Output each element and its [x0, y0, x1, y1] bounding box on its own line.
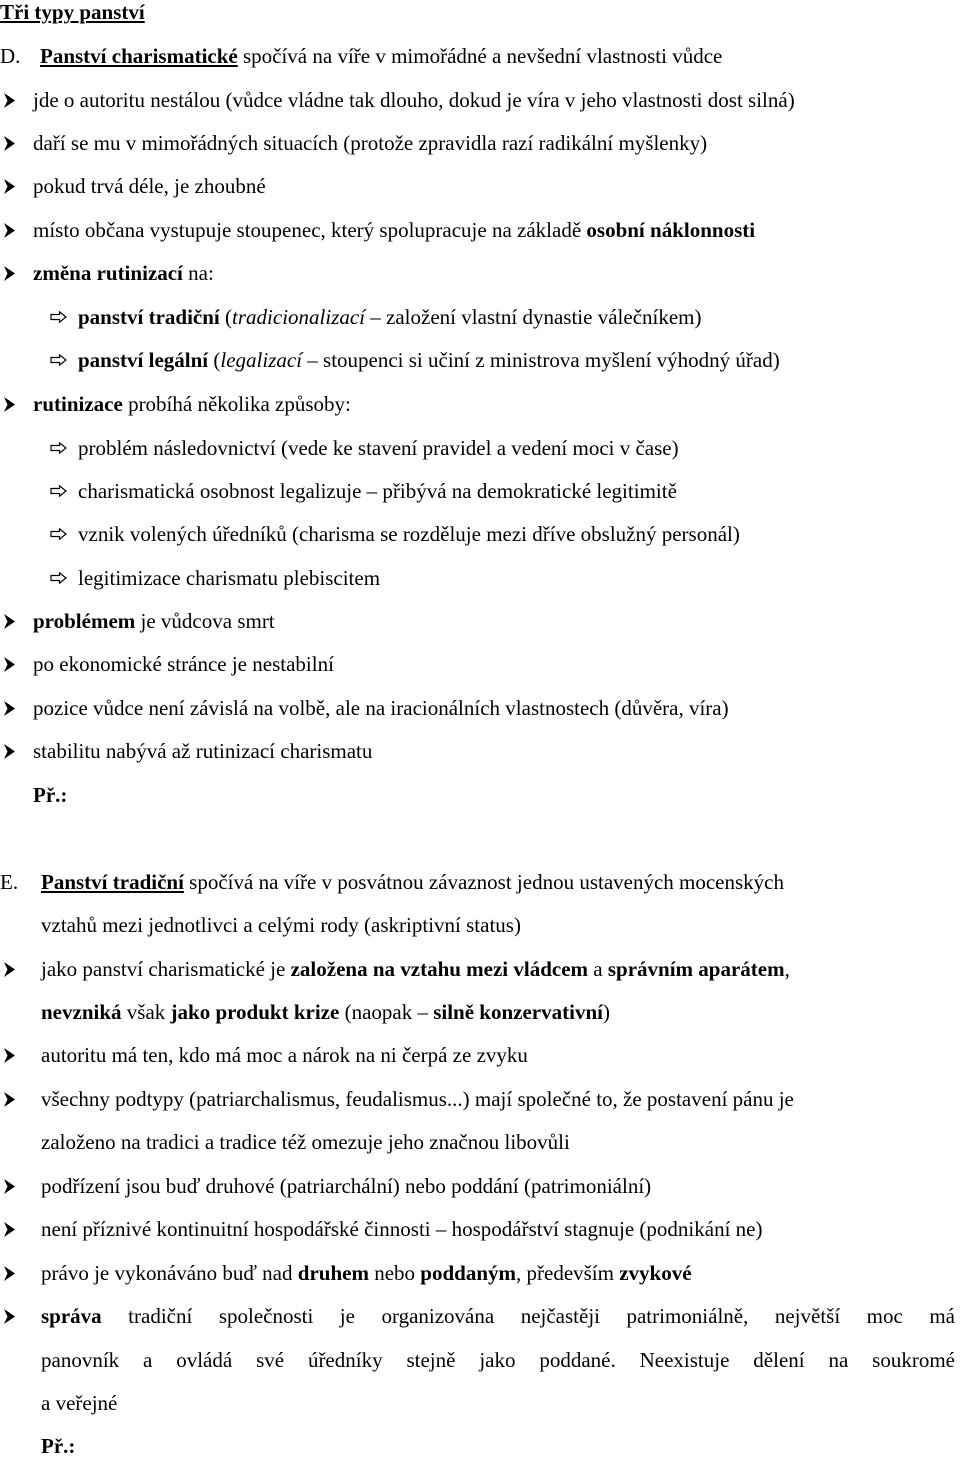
hollow-arrow-icon — [50, 311, 67, 323]
section-e-text-cont: vztahů mezi jednotlivci a celými rody (askriptivní status) — [41, 913, 521, 937]
hollow-arrow-icon — [50, 528, 67, 540]
example-label: Př.: — [33, 783, 68, 807]
hollow-arrow-icon — [50, 572, 67, 584]
list-item-cont: založeno na tradici a tradice též omezuje jeho značnou libovůli — [41, 1130, 570, 1154]
arrow-bullet-icon — [3, 397, 15, 412]
arrow-bullet-icon — [3, 179, 15, 194]
arrow-bullet-icon — [3, 1092, 15, 1107]
hollow-arrow-icon — [50, 354, 67, 366]
section-e-text: spočívá na víře v posvátnou závaznost jednou ustavených mocenských — [183, 870, 785, 894]
arrow-bullet-icon — [3, 1222, 15, 1237]
section-d-text: spočívá na víře v mimořádné a nevšední vlastnosti vůdce — [237, 44, 723, 68]
section-marker: E. — [0, 870, 19, 894]
list-item-cont: a veřejné — [41, 1391, 118, 1415]
arrow-bullet-icon — [3, 1048, 15, 1063]
section-d-title: Panství charismatické — [40, 44, 238, 68]
arrow-bullet-icon — [3, 1266, 15, 1281]
page-title: Tři typy panství — [0, 0, 145, 24]
arrow-bullet-icon — [3, 701, 15, 716]
hollow-arrow-icon — [50, 485, 67, 497]
arrow-bullet-icon — [3, 266, 15, 281]
section-marker: D. — [0, 44, 21, 68]
section-e-title: Panství tradiční — [41, 870, 184, 894]
hollow-arrow-icon — [50, 442, 67, 454]
example-label: Př.: — [41, 1434, 76, 1458]
arrow-bullet-icon — [3, 744, 15, 759]
arrow-bullet-icon — [3, 962, 15, 977]
list-item-cont: nevzniká však jako produkt krize (naopak – silně konzervativní) — [41, 1000, 610, 1024]
arrow-bullet-icon — [3, 1309, 15, 1324]
arrow-bullet-icon — [3, 1179, 15, 1194]
arrow-bullet-icon — [3, 614, 15, 629]
arrow-bullet-icon — [3, 136, 15, 151]
arrow-bullet-icon — [3, 657, 15, 672]
list-item-cont: panovník a ovládá své úředníky stejně jako poddané. Neexistuje dělení na soukromé — [41, 1348, 955, 1372]
arrow-bullet-icon — [3, 223, 15, 238]
arrow-bullet-icon — [3, 93, 15, 108]
